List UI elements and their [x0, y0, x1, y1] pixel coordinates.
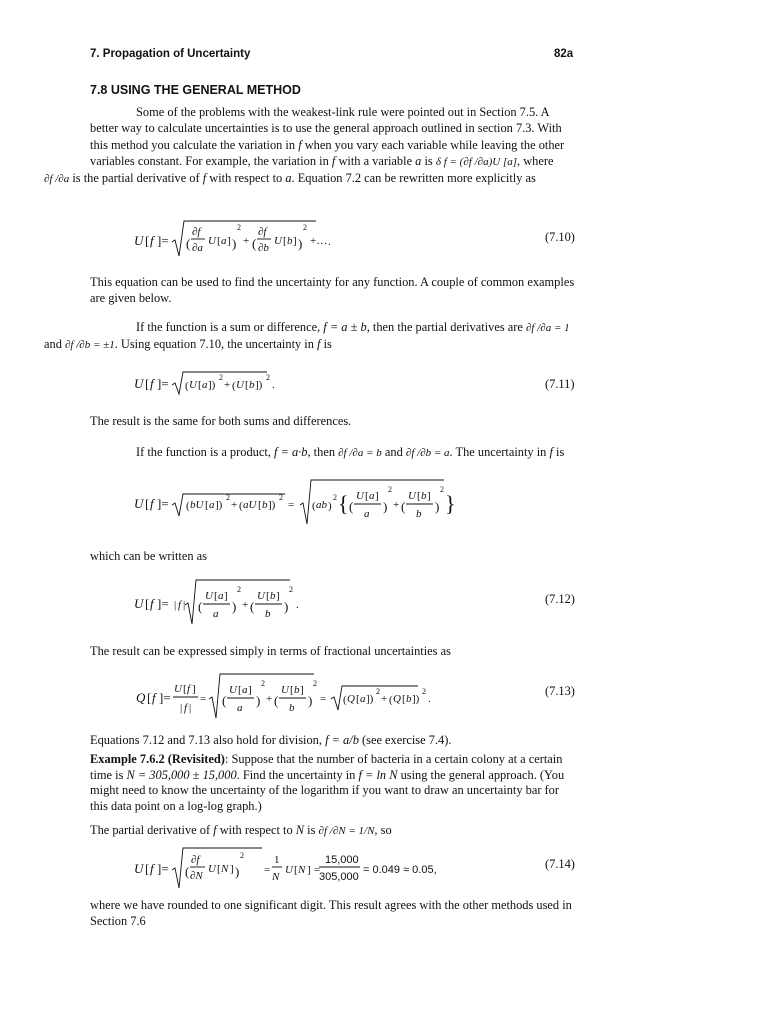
e714-denominator: 305,000: [319, 871, 359, 883]
svg-text:b: b: [421, 490, 427, 502]
svg-text:]): ]): [215, 499, 223, 511]
svg-text:(: (: [252, 236, 257, 251]
svg-text:b: b: [249, 379, 255, 391]
svg-text:+…: +…: [310, 235, 328, 247]
svg-text:): ): [298, 236, 303, 251]
svg-text:a: a: [364, 508, 370, 520]
svg-text:(: (: [250, 599, 255, 614]
partial-derivative-paragraph: The partial derivative of f with respect to N is ∂f /∂N = 1/N, so: [90, 823, 392, 837]
svg-text:(: (: [186, 500, 190, 512]
svg-text:[: [: [145, 496, 150, 511]
svg-text:U: U: [208, 235, 216, 247]
svg-text:[: [: [245, 379, 249, 391]
svg-text:2: 2: [240, 851, 244, 860]
svg-text:[: [: [198, 379, 202, 391]
svg-text:f: f: [178, 599, 182, 611]
svg-text:]: ]: [427, 490, 431, 502]
svg-text:[: [: [214, 590, 218, 602]
svg-text:∂N: ∂N: [190, 870, 203, 882]
svg-text:[: [: [294, 864, 298, 876]
svg-text:b: b: [294, 684, 300, 696]
division-paragraph: Equations 7.12 and 7.13 also hold for division, f = a/b (see exercise 7.4).: [90, 733, 452, 747]
svg-text:.: .: [428, 693, 431, 705]
svg-text:[: [: [145, 861, 150, 876]
svg-text:]: ]: [375, 490, 379, 502]
svg-text:b: b: [265, 608, 271, 620]
svg-text:2: 2: [261, 679, 265, 688]
svg-text:(: (: [349, 499, 354, 514]
svg-text:.: .: [296, 599, 299, 611]
svg-text:(: (: [274, 693, 279, 708]
equation-7-10: [130, 218, 360, 262]
svg-text:f: f: [150, 376, 154, 391]
equation-number-7-11: (7.11): [545, 377, 575, 391]
svg-text:2: 2: [226, 493, 230, 502]
svg-text:.: .: [272, 379, 275, 391]
svg-text:bU: bU: [190, 499, 204, 511]
equation-7-11: [130, 368, 280, 398]
svg-text:U: U: [274, 235, 282, 247]
svg-text:U: U: [257, 590, 265, 602]
svg-text:]: ]: [224, 590, 228, 602]
svg-text:[: [: [205, 499, 209, 511]
svg-text:{: {: [338, 491, 349, 516]
svg-text:f: f: [184, 702, 188, 714]
svg-text:[: [: [283, 235, 287, 247]
svg-text:(: (: [312, 500, 316, 512]
inline-delta-formula: δ f = (∂f /∂a)U [a]: [435, 156, 518, 169]
svg-text:b: b: [262, 499, 268, 511]
svg-text:(: (: [343, 694, 347, 706]
svg-text:]=: ]=: [157, 496, 169, 511]
svg-text:]): ]): [255, 379, 263, 391]
svg-text:): ): [235, 864, 240, 879]
page-number: 82a: [554, 48, 574, 60]
svg-text:[: [: [238, 684, 242, 696]
svg-text:2: 2: [422, 687, 426, 696]
svg-text:U: U: [285, 864, 293, 876]
svg-text:(: (: [186, 236, 191, 251]
svg-text:a: a: [218, 590, 224, 602]
svg-text:2: 2: [266, 373, 270, 382]
svg-text:[: [: [147, 690, 152, 705]
svg-text:+: +: [242, 599, 249, 611]
svg-text:U: U: [408, 490, 416, 502]
product-paragraph: If the function is a product, f = a·b, then ∂f /∂a = b and ∂f /∂b = a. The uncertainty in f is: [136, 445, 565, 459]
svg-text:2: 2: [333, 493, 337, 502]
svg-text:2: 2: [289, 585, 293, 594]
svg-text:U: U: [134, 233, 144, 248]
svg-text:a: a: [209, 499, 215, 511]
svg-text:]: ]: [230, 863, 234, 875]
svg-text:[: [: [217, 235, 221, 247]
written-as-text: which can be written as: [90, 549, 207, 563]
svg-text:): ): [232, 236, 237, 251]
svg-text:+: +: [224, 379, 231, 391]
svg-text:(: (: [185, 380, 189, 392]
svg-text:2: 2: [388, 485, 392, 494]
svg-text:f: f: [152, 690, 156, 705]
svg-text:]=: ]=: [157, 596, 169, 611]
equation-number-7-12: (7.12): [545, 592, 575, 606]
svg-text:]): ]): [366, 693, 374, 705]
svg-text:U: U: [134, 496, 144, 511]
svg-text:}: }: [445, 491, 456, 516]
svg-text:U: U: [134, 861, 144, 876]
svg-text:2: 2: [237, 585, 241, 594]
svg-text:b: b: [289, 702, 295, 714]
svg-text:(: (: [222, 693, 227, 708]
svg-text:+: +: [393, 499, 400, 511]
svg-text:): ): [256, 693, 261, 708]
svg-text:U: U: [229, 684, 237, 696]
svg-text:1: 1: [274, 854, 280, 866]
svg-text:[: [: [145, 233, 150, 248]
svg-text:b: b: [270, 590, 276, 602]
svg-text:Q: Q: [347, 693, 355, 705]
svg-text:]: ]: [293, 235, 297, 247]
svg-text:2: 2: [303, 223, 307, 232]
svg-text:): ): [284, 599, 289, 614]
svg-text:]): ]): [208, 379, 216, 391]
svg-text:]=: ]=: [157, 233, 169, 248]
sum-difference-paragraph: If the function is a sum or difference, f = a ± b, then the partial derivatives are ∂f /∂a = 1 and ∂f /∂b = ±1. Using equation 7.10, the uncertainty in f is: [44, 320, 570, 351]
svg-text:f: f: [187, 683, 191, 695]
svg-text:N: N: [221, 863, 229, 875]
svg-text:]: ]: [307, 864, 311, 876]
svg-text:N: N: [298, 864, 306, 876]
svg-text:[: [: [145, 376, 150, 391]
svg-text:U: U: [356, 490, 364, 502]
svg-text:]=: ]=: [159, 690, 171, 705]
svg-text:]: ]: [276, 590, 280, 602]
svg-text:a: a: [202, 379, 208, 391]
svg-text:a: a: [242, 684, 248, 696]
svg-text:f: f: [150, 496, 154, 511]
svg-text:[: [: [183, 683, 187, 695]
svg-text:[: [: [356, 693, 360, 705]
svg-text:∂b: ∂b: [258, 242, 269, 254]
svg-text:N: N: [272, 871, 280, 883]
svg-text:a: a: [221, 235, 227, 247]
equation-number-7-14: (7.14): [545, 857, 575, 871]
svg-text:f: f: [150, 861, 154, 876]
equation-number-7-13: (7.13): [545, 684, 575, 698]
svg-text:(: (: [185, 864, 190, 879]
svg-text:b: b: [287, 235, 293, 247]
svg-text:): ): [435, 499, 440, 514]
svg-text:a: a: [213, 608, 219, 620]
svg-text:|: |: [180, 702, 183, 714]
equation-number-7-10: (7.10): [545, 230, 575, 244]
svg-text:2: 2: [376, 687, 380, 696]
svg-text:): ): [383, 499, 388, 514]
svg-text:[: [: [402, 693, 406, 705]
svg-text:[: [: [365, 490, 369, 502]
svg-text:]: ]: [227, 235, 231, 247]
section-title: 7.8 USING THE GENERAL METHOD: [90, 83, 301, 97]
svg-text:U: U: [189, 379, 197, 391]
equation-product: [130, 478, 460, 528]
svg-text:∂a: ∂a: [192, 242, 203, 254]
svg-text:]: ]: [192, 683, 196, 695]
svg-text:(: (: [239, 500, 243, 512]
svg-text:Q: Q: [393, 693, 401, 705]
paragraph-after-7-11: The result is the same for both sums and differences.: [90, 414, 352, 428]
svg-text:U: U: [174, 683, 182, 695]
svg-text:2: 2: [219, 373, 223, 382]
example-paragraph: Example 7.6.2 (Revisited): Suppose that the number of bacteria in a certain colony at a certain time is N = 305,000 ± 15,000. Find the uncertainty in f = ln N using the general approach. (You might need to know the uncertainty of the logarithm if you want to draw an uncertainty bar for this data point on a log-log graph.): [90, 752, 565, 813]
svg-text:U: U: [208, 863, 216, 875]
svg-text:∂f: ∂f: [192, 226, 201, 238]
svg-text:=: =: [200, 693, 207, 705]
svg-text:]: ]: [300, 684, 304, 696]
svg-text:]): ]): [412, 693, 420, 705]
svg-text:U: U: [134, 376, 144, 391]
svg-text:∂f: ∂f: [191, 854, 200, 866]
e714-numerator: 15,000: [325, 854, 359, 866]
inline-partial-derivative: ∂f /∂a: [44, 172, 70, 185]
svg-text:2: 2: [279, 493, 283, 502]
svg-text:): ): [232, 599, 237, 614]
svg-text:aU: aU: [243, 499, 257, 511]
svg-text:a: a: [369, 490, 375, 502]
svg-text:=: =: [314, 864, 321, 876]
closing-paragraph: where we have rounded to one significant digit. This result agrees with the other methods used in Section 7.6: [90, 898, 572, 928]
svg-text:): ): [308, 693, 313, 708]
svg-text:2: 2: [440, 485, 444, 494]
e714-result: = 0.049 ≈ 0.05,: [363, 864, 437, 876]
svg-text:[: [: [266, 590, 270, 602]
paragraph-after-7-10: This equation can be used to find the uncertainty for any function. A couple of common examples are given below.: [90, 275, 575, 306]
svg-text:[: [: [145, 596, 150, 611]
svg-text:+: +: [381, 693, 388, 705]
svg-text:|: |: [189, 702, 192, 714]
svg-text:2: 2: [313, 679, 317, 688]
svg-text:.: .: [328, 236, 331, 248]
svg-text:f: f: [150, 596, 154, 611]
svg-text:+: +: [243, 235, 250, 247]
svg-text:+: +: [266, 693, 273, 705]
fractional-text: The result can be expressed simply in terms of fractional uncertainties as: [90, 644, 451, 658]
svg-text:=: =: [288, 499, 295, 511]
svg-text:]: ]: [248, 684, 252, 696]
intro-paragraph: Some of the problems with the weakest-link rule were pointed out in Section 7.5. A better way to calculate uncertainties is to use the general approach outlined in section 7.3. With this method you calculate the variation in f when you vary each variable while leaving the other variables constant. For example, the variation in f with a variable a is δ f = (∂f /∂a)U [a], where ∂f /∂a is the partial derivative of f with respect to a. Equation 7.2 can be rewritten more explicitly as: [44, 105, 565, 185]
svg-text:b: b: [416, 508, 422, 520]
svg-text:]): ]): [268, 499, 276, 511]
equation-7-12: [130, 578, 330, 628]
equation-7-13: [130, 672, 430, 722]
svg-text:[: [: [258, 499, 262, 511]
svg-text:U: U: [205, 590, 213, 602]
svg-text:|: |: [174, 599, 177, 611]
svg-text:(: (: [401, 499, 406, 514]
svg-text:Q: Q: [136, 690, 146, 705]
svg-text:b: b: [406, 693, 412, 705]
svg-text:a: a: [237, 702, 243, 714]
svg-text:(: (: [198, 599, 203, 614]
svg-text:a: a: [360, 693, 366, 705]
example-label: Example 7.6.2 (Revisited): [90, 752, 225, 766]
svg-text:2: 2: [237, 223, 241, 232]
svg-text:]=: ]=: [157, 376, 169, 391]
svg-text:f: f: [150, 233, 154, 248]
equation-7-14: [130, 846, 440, 892]
svg-text:U: U: [134, 596, 144, 611]
svg-text:): ): [328, 500, 332, 512]
svg-text:]=: ]=: [157, 861, 169, 876]
svg-text:(: (: [232, 380, 236, 392]
svg-text:[: [: [417, 490, 421, 502]
svg-text:U: U: [236, 379, 244, 391]
svg-text:ab: ab: [316, 499, 327, 511]
svg-text:U: U: [281, 684, 289, 696]
svg-text:[: [: [217, 863, 221, 875]
running-header-chapter: 7. Propagation of Uncertainty: [90, 48, 251, 60]
svg-text:∂f: ∂f: [258, 226, 267, 238]
svg-text:=: =: [320, 693, 327, 705]
svg-text:|: |: [183, 599, 186, 611]
svg-text:[: [: [290, 684, 294, 696]
svg-text:=: =: [264, 864, 271, 876]
svg-text:(: (: [389, 694, 393, 706]
svg-text:+: +: [231, 499, 238, 511]
